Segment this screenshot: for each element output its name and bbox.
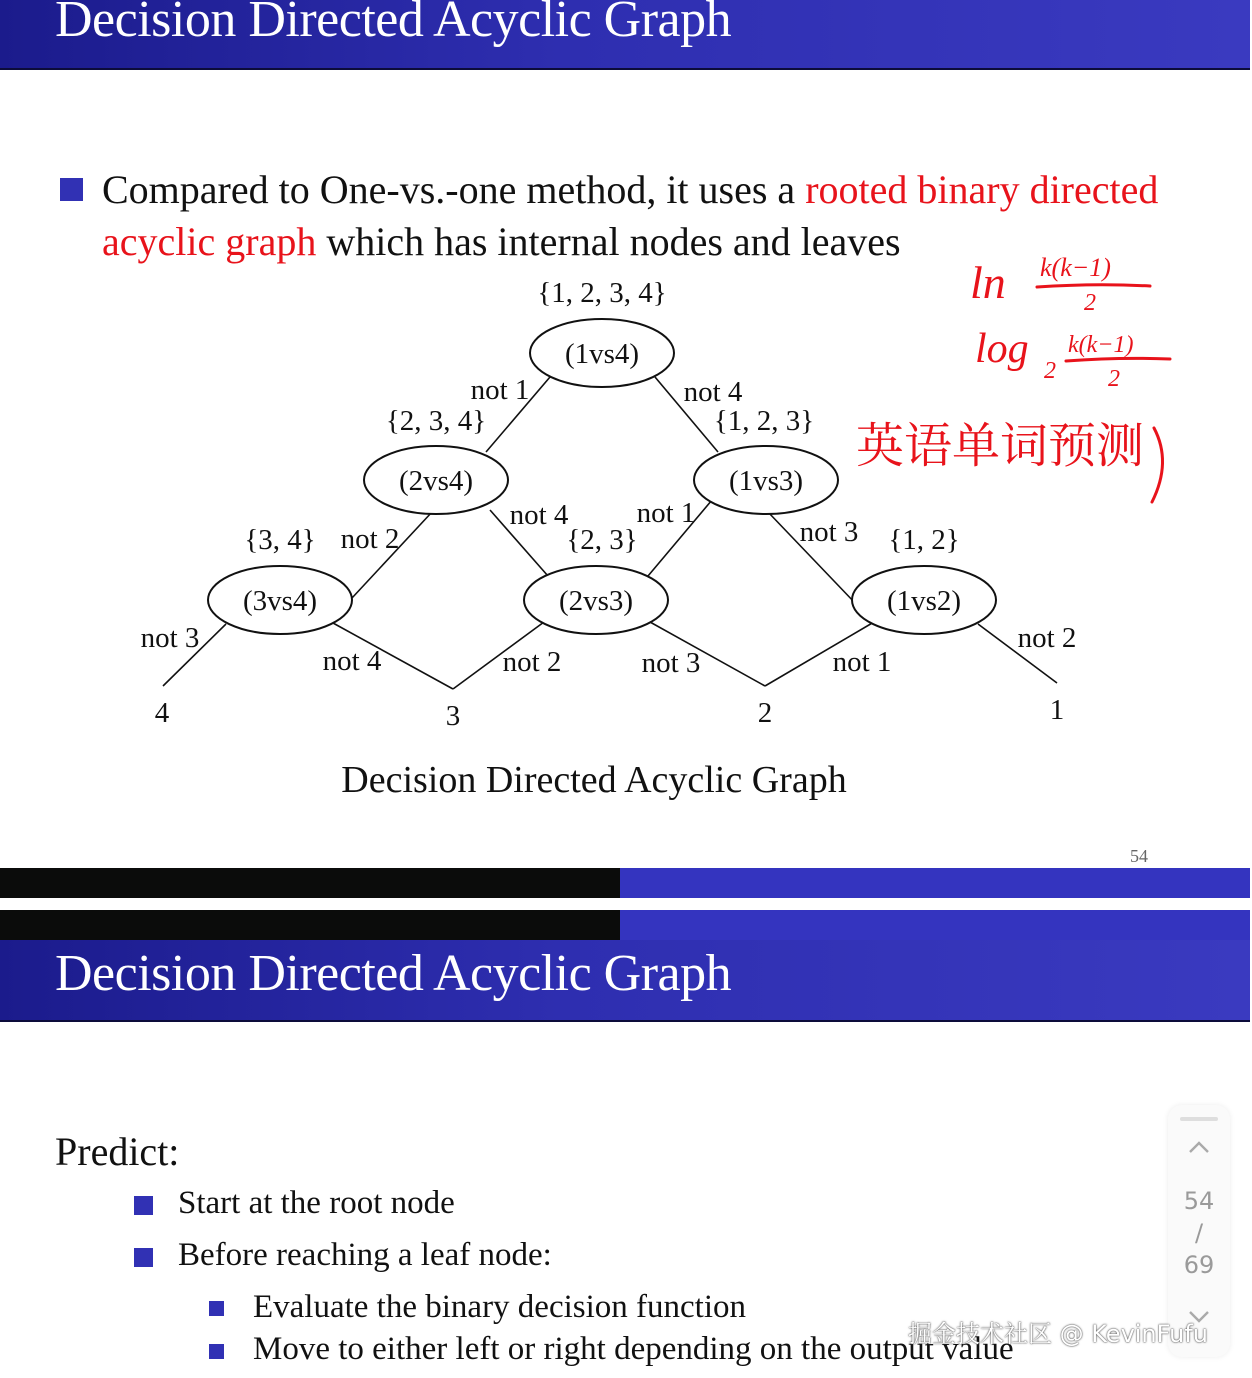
header-dark-segment (0, 910, 620, 940)
annotation-den-2: 2 (1108, 366, 1120, 392)
edge-label: not 3 (140, 622, 200, 654)
chevron-up-icon[interactable] (1187, 1139, 1211, 1155)
slide2-bullet-1: Start at the root node (178, 1185, 455, 1221)
annotation-fn-log: log (975, 326, 1029, 372)
node-set-label: {1, 2, 3, 4} (537, 277, 667, 309)
handwritten-annotation (0, 0, 1252, 560)
annotation-den-1: 2 (1084, 290, 1096, 316)
slide2-title: Decision Directed Acyclic Graph (55, 945, 732, 1002)
annotation-sub: 2 (1044, 358, 1056, 384)
node-label: (1vs4) (564, 338, 640, 370)
edge-label: not 3 (799, 516, 859, 548)
edge-label: not 1 (636, 497, 696, 529)
slide2-sub-bullet-1: Evaluate the binary decision function (253, 1289, 747, 1325)
slide1-footer-bar (0, 868, 1250, 898)
annotation-fraction-bar-1 (1037, 285, 1150, 287)
edge-label: not 4 (509, 499, 569, 531)
edge-label: not 4 (322, 645, 382, 677)
bullet-text-plain-1: Compared to One-vs.-one method, it uses a (102, 167, 806, 212)
current-page: 54 (1183, 1187, 1215, 1215)
figure-caption: Decision Directed Acyclic Graph (341, 759, 847, 801)
annotation-fn-ln: ln (970, 257, 1006, 308)
bullet-square-icon (134, 1248, 153, 1267)
edge-label: not 2 (502, 646, 562, 678)
slide2-bullet-2: Before reaching a leaf node: (178, 1237, 552, 1273)
node-label: (1vs3) (728, 465, 804, 497)
node-set-label: {1, 2} (888, 524, 960, 556)
node-label: (2vs4) (398, 465, 474, 497)
total-pages: 69 (1183, 1251, 1215, 1279)
footer-dark-segment (0, 868, 620, 898)
node-label: (1vs2) (886, 585, 962, 617)
footer-blue-segment (620, 868, 1250, 898)
node-label: (3vs4) (242, 585, 318, 617)
page-separator: / (1194, 1219, 1204, 1247)
slide2-title-bar (0, 940, 1250, 1022)
leaf-label: 1 (1049, 694, 1065, 726)
bullet-text-plain-2: which has internal nodes and leaves (316, 219, 901, 264)
annotation-fraction-bar-2 (1066, 358, 1170, 361)
bullet-square-icon (209, 1301, 224, 1316)
annotation-paren (1152, 428, 1163, 502)
bullet-square-icon (134, 1196, 153, 1215)
slide1-title: Decision Directed Acyclic Graph (55, 0, 732, 48)
edge-label: not 3 (641, 647, 701, 679)
bullet-text-highlight-1: rooted binary directed (805, 167, 1159, 212)
edge-label: not 2 (1017, 622, 1077, 654)
slide2-sub-bullet-2: Move to either left or right depending on the output value (253, 1331, 1014, 1367)
watermark: 掘金技术社区 @ KevinFufu (908, 1320, 1209, 1348)
bullet-square-icon (209, 1344, 224, 1359)
annotation-chinese-note: 英语单词预测 (856, 420, 1145, 473)
edge-label: not 4 (683, 376, 743, 408)
leaf-label: 3 (445, 700, 461, 732)
header-blue-segment (620, 910, 1250, 940)
annotation-num-1: k(k−1) (1040, 253, 1111, 282)
slide2-header-strip (0, 910, 1250, 940)
edge-label: not 1 (470, 374, 530, 406)
node-set-label: {1, 2, 3} (713, 405, 815, 437)
navigator-grip[interactable] (1180, 1117, 1218, 1121)
node-set-label: {2, 3} (566, 524, 638, 556)
annotation-num-2: k(k−1) (1068, 332, 1134, 358)
slide1-page-number: 54 (1130, 846, 1148, 866)
edge-label: not 1 (832, 646, 892, 678)
leaf-label: 2 (757, 697, 773, 729)
slide2-heading: Predict: (55, 1129, 180, 1174)
edge-label: not 2 (340, 523, 400, 555)
node-set-label: {2, 3, 4} (385, 405, 487, 437)
node-set-label: {3, 4} (244, 524, 316, 556)
leaf-label: 4 (154, 697, 170, 729)
bullet-text-highlight-2: acyclic graph (102, 219, 317, 264)
node-label: (2vs3) (558, 585, 634, 617)
